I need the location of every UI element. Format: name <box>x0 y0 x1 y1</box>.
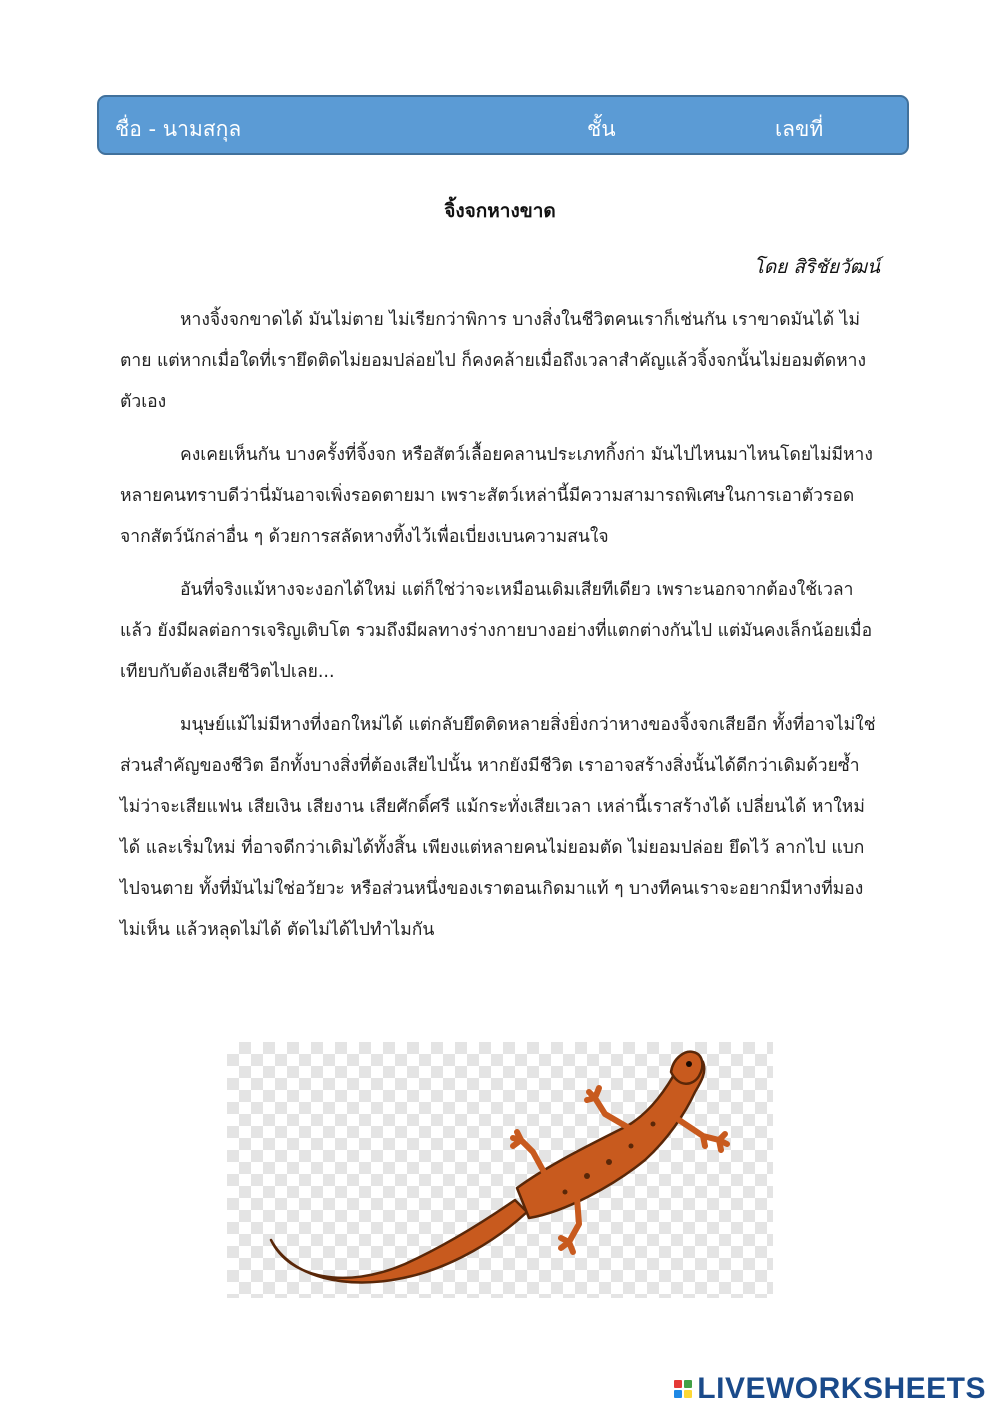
logo-square-3 <box>674 1390 682 1398</box>
grade-label: ชั้น <box>587 117 616 141</box>
document-title: จิ้งจกหางขาด <box>444 200 556 222</box>
logo-square-1 <box>674 1380 682 1388</box>
brand-name: LIVEWORKSHEETS <box>697 1372 986 1405</box>
gecko-illustration-icon <box>227 1042 773 1298</box>
logo-square-2 <box>684 1380 692 1388</box>
gecko-image <box>227 1042 773 1298</box>
student-info-bar <box>97 95 909 155</box>
paragraph-1: หางจิ้งจกขาดได้ มันไม่ตาย ไม่เรียกว่าพิการ บางสิ่งในชีวิตคนเราก็เช่นกัน เราขาดมันได้ ไม่ตาย แต่หากเมื่อใดที่เรายึดติดไม่ยอมปล่อยไป ก็คงคล้ายเมื่อถึงเวลาสำคัญแล้วจิ้งจกนั้นไม่ยอมตัดหางตัวเอง <box>120 310 867 412</box>
paragraph-4: มนุษย์แม้ไม่มีหางที่งอกใหม่ได้ แต่กลับยึดติดหลายสิ่งยิ่งกว่าหางของจิ้งจกเสียอีก ทั้งที่อาจไม่ใช่ส่วนสำคัญของชีวิต อีกทั้งบางสิ่งที่ต้องเสียไปนั้น หากยังมีชีวิต เราอาจสร้างสิ่งนั้นได้ดีกว่าเดิมด้วยซ้ำ ไม่ว่าจะเสียแฟน เสียเงิน เสียงาน เสียศักดิ์ศรี แม้กระทั่งเสียเวลา เหล่านี้เราสร้างได้ เปลี่ยนได้ หาใหม่ได้ และเริ่มใหม่ ที่อาจดีกว่าเดิมได้ทั้งสิ้น เพียงแต่หลายคนไม่ยอมตัด ไม่ยอมปล่อย ยึดไว้ ลากไป แบกไปจนตาย ทั้งที่มันไม่ใช่อวัยวะ หรือส่วนหนึ่งของเราตอนเกิดมาแท้ ๆ บางทีคนเราจะอยากมีหางที่มองไม่เห็น แล้วหลุดไม่ได้ ตัดไม่ได้ไปทำไมกัน <box>120 715 876 940</box>
document-author: โดย สิริชัยวัฒน์ <box>753 256 880 278</box>
name-label: ชื่อ - นามสกุล <box>115 117 242 141</box>
paragraph-2: คงเคยเห็นกัน บางครั้งที่จิ้งจก หรือสัตว์เลื้อยคลานประเภทกิ้งก่า มันไปไหนมาไหนโดยไม่มีหาง หลายคนทราบดีว่านี่มันอาจเพิ่งรอดตายมา เพราะสัตว์เหล่านี้มีความสามารถพิเศษในการเอาตัวรอดจากสัตว์นักล่าอื่น ๆ ด้วยการสลัดหางทิ้งไว้เพื่อเบี่ยงเบนความสนใจ <box>120 445 873 547</box>
article-body <box>120 300 880 963</box>
paragraph-3: อันที่จริงแม้หางจะงอกได้ใหม่ แต่ก็ใช่ว่าจะเหมือนเดิมเสียทีเดียว เพราะนอกจากต้องใช้เวลาแล้ว ยังมีผลต่อการเจริญเติบโต รวมถึงมีผลทางร่างกายบางอย่างที่แตกต่างกันไป แต่มันคงเล็กน้อยเมื่อเทียบกับต้องเสียชีวิตไปเลย... <box>120 580 873 682</box>
liveworksheets-brand <box>674 1372 986 1406</box>
student-number-label: เลขที่ <box>775 117 824 141</box>
liveworksheets-logo-icon <box>674 1380 692 1398</box>
logo-square-4 <box>684 1390 692 1398</box>
